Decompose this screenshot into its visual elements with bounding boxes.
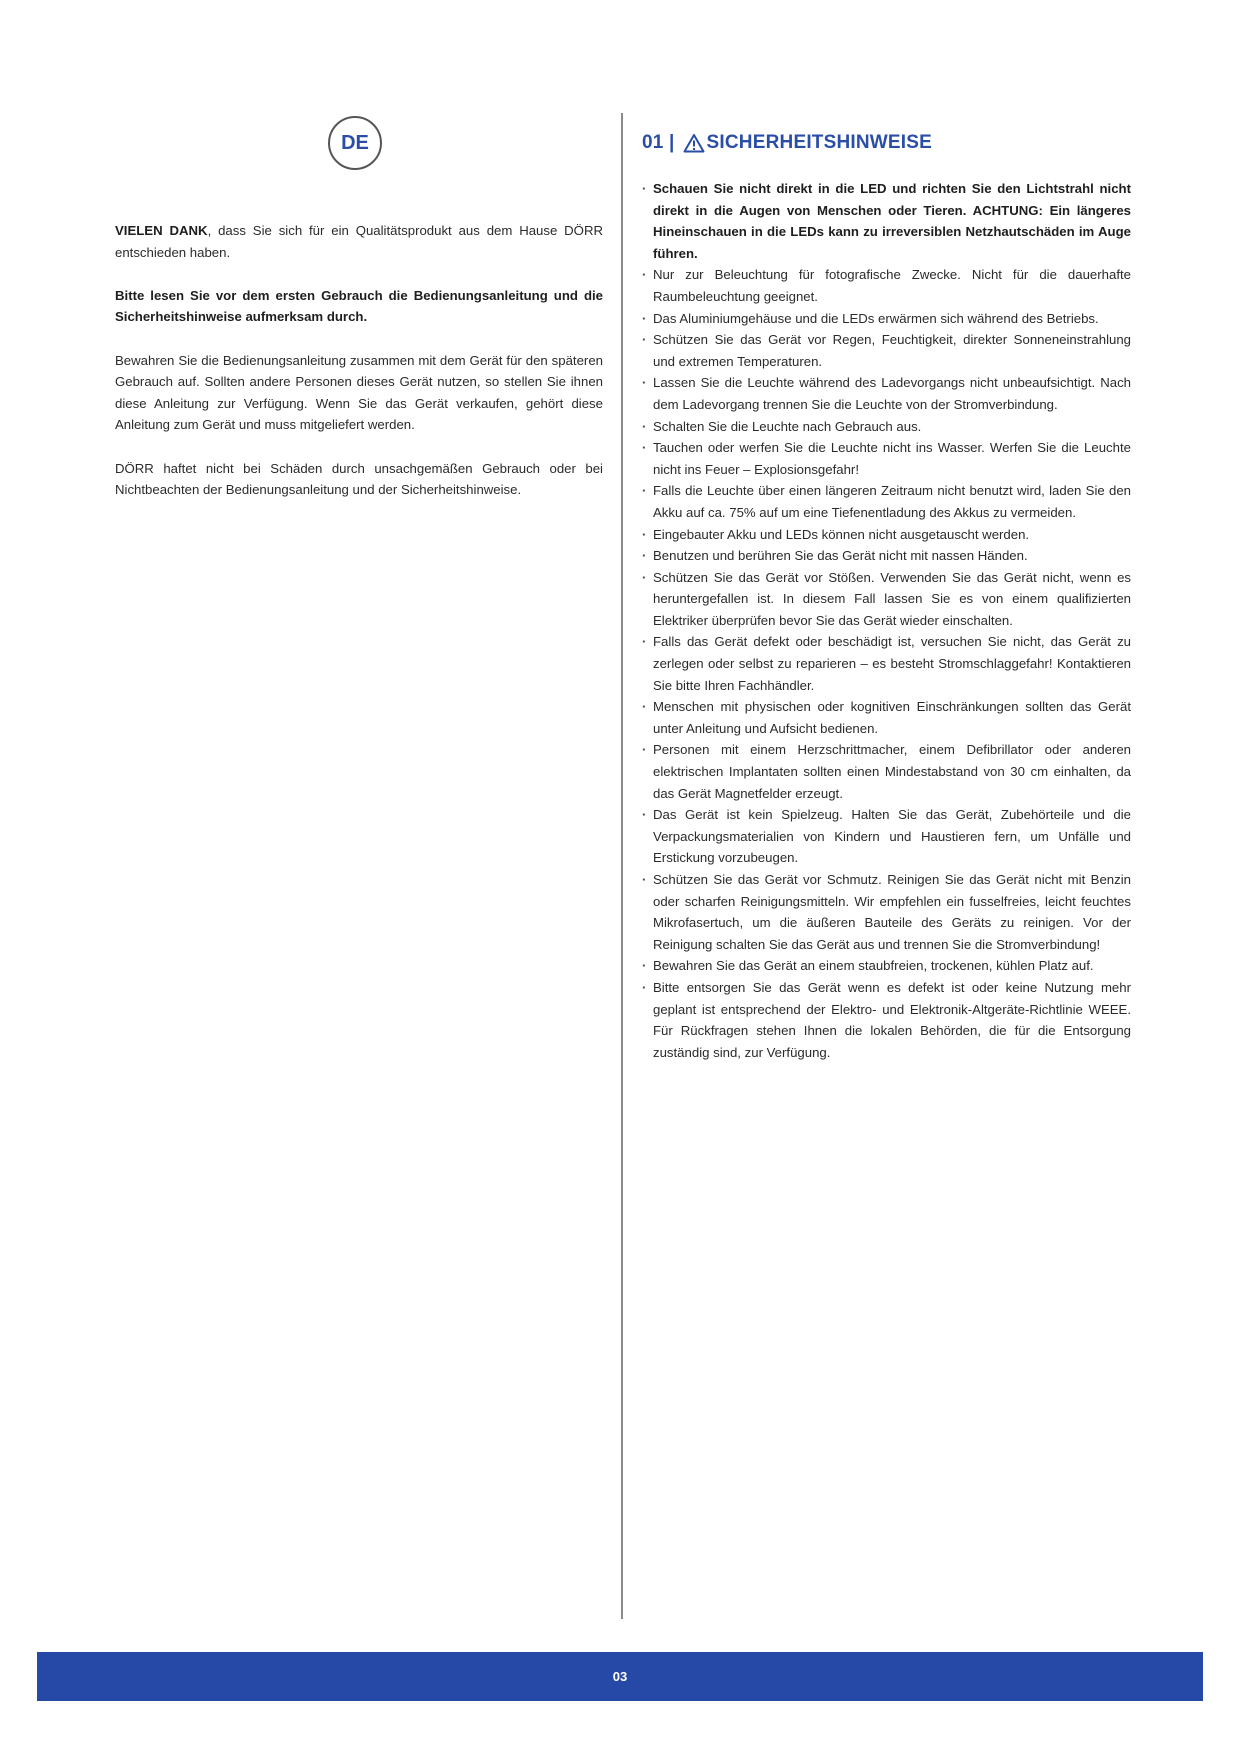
page-number: 03 (612, 1669, 628, 1684)
safety-item: · Tauchen oder werfen Sie die Leuchte nicht ins Wasser. Werfen Sie die Leuchte nicht ins Feuer – Explosionsgefahr! (642, 437, 1131, 480)
safety-item: · Falls die Leuchte über einen längeren Zeitraum nicht benutzt wird, laden Sie den Akku auf ca. 75% auf um eine Tiefenentladung des Akkus zu vermeiden. (642, 480, 1131, 523)
safety-item: · Schauen Sie nicht direkt in die LED und richten Sie den Lichtstrahl nicht direkt in die Augen von Menschen oder Tieren. ACHTUNG: Ein längeres Hineinschauen in die LEDs kann zu irreversiblen Netzhautschäden im Auge führen. (642, 178, 1131, 264)
read-notice-text: Bitte lesen Sie vor dem ersten Gebrauch die Bedienungsanleitung und die Sicherheitshinweise aufmerksam durch. (115, 287, 603, 325)
safety-item: · Benutzen und berühren Sie das Gerät nicht mit nassen Händen. (642, 545, 1131, 567)
safety-item: · Eingebauter Akku und LEDs können nicht ausgetauscht werden. (642, 524, 1131, 546)
language-badge (328, 116, 382, 170)
safety-item: · Lassen Sie die Leuchte während des Ladevorgangs nicht unbeaufsichtigt. Nach dem Ladevorgang trennen Sie die Leuchte von der Stromverbindung. (642, 372, 1131, 415)
intro-liability: DÖRR haftet nicht bei Schäden durch unsachgemäßen Gebrauch oder bei Nichtbeachten der Bedienungsanleitung und der Sicherheitshinweise. (115, 460, 603, 498)
safety-list (642, 178, 1131, 1063)
footer-bar (37, 1652, 1203, 1701)
warning-icon (683, 133, 705, 153)
safety-column (642, 178, 1131, 1063)
safety-item: · Personen mit einem Herzschrittmacher, einem Defibrillator oder anderen elektrischen Implantaten sollten einen Mindestabstand von 30 cm einhalten, da das Gerät Magnetfelder erzeugt. (642, 739, 1131, 804)
section-heading (642, 132, 932, 154)
safety-item: · Bitte entsorgen Sie das Gerät wenn es defekt ist oder keine Nutzung mehr geplant ist entsprechend der Elektro- und Elektronik-Altgeräte-Richtlinie WEEE. Für Rückfragen stehen Ihnen die lokalen Behörden, die für die Entsorgung zuständig sind, zur Verfügung. (642, 977, 1131, 1063)
safety-item: · Menschen mit physischen oder kognitiven Einschränkungen sollten das Gerät unter Anleitung und Aufsicht bedienen. (642, 696, 1131, 739)
intro-column (115, 220, 603, 522)
section-number: 01 | (642, 132, 675, 153)
safety-item: · Nur zur Beleuchtung für fotografische Zwecke. Nicht für die dauerhafte Raumbeleuchtung geeignet. (642, 264, 1131, 307)
column-divider (621, 113, 623, 1619)
intro-read-notice (115, 285, 603, 328)
safety-item: · Falls das Gerät defekt oder beschädigt ist, versuchen Sie nicht, das Gerät zu zerlegen oder selbst zu reparieren – es besteht Stromschlaggefahr! Kontaktieren Sie bitte Ihren Fachhändler. (642, 631, 1131, 696)
safety-item: · Schützen Sie das Gerät vor Stößen. Verwenden Sie das Gerät nicht, wenn es heruntergefallen ist. In diesem Fall lassen Sie es von einem qualifizierten Elektriker überprüfen bevor Sie das Gerät wieder einschalten. (642, 567, 1131, 632)
intro-thanks (115, 220, 603, 263)
safety-item: · Schützen Sie das Gerät vor Regen, Feuchtigkeit, direkter Sonneneinstrahlung und extremen Temperaturen. (642, 329, 1131, 372)
safety-item: · Schützen Sie das Gerät vor Schmutz. Reinigen Sie das Gerät nicht mit Benzin oder scharfen Reinigungsmitteln. Wir empfehlen ein fusselfreies, leicht feuchtes Mikrofasertuch, um die äußeren Bauteile des Geräts zu reinigen. Vor der Reinigung schalten Sie das Gerät aus und trennen Sie die Stromverbindung! (642, 869, 1131, 955)
intro-keep-manual: Bewahren Sie die Bedienungsanleitung zusammen mit dem Gerät für den späteren Gebrauch auf. Sollten andere Personen dieses Gerät nutzen, so stellen Sie ihnen diese Anleitung zur Verfügung. Wenn Sie das Gerät verkaufen, gehört diese Anleitung zum Gerät und muss mitgeliefert werden. (115, 352, 603, 433)
safety-item: · Schalten Sie die Leuchte nach Gebrauch aus. (642, 416, 1131, 438)
section-title: SICHERHEITSHINWEISE (706, 132, 933, 153)
safety-item: · Bewahren Sie das Gerät an einem staubfreien, trockenen, kühlen Platz auf. (642, 955, 1131, 977)
language-label: DE (341, 131, 369, 154)
thanks-bold: VIELEN DANK (115, 223, 208, 238)
thanks-text: , dass Sie sich für ein Qualitätsprodukt aus dem Hause DÖRR entschieden haben. (115, 223, 603, 260)
safety-item: · Das Gerät ist kein Spielzeug. Halten Sie das Gerät, Zubehörteile und die Verpackungsmaterialien von Kindern und Haustieren fern, um Unfälle und Erstickung vorzubeugen. (642, 804, 1131, 869)
safety-item: · Das Aluminiumgehäuse und die LEDs erwärmen sich während des Betriebs. (642, 308, 1131, 330)
